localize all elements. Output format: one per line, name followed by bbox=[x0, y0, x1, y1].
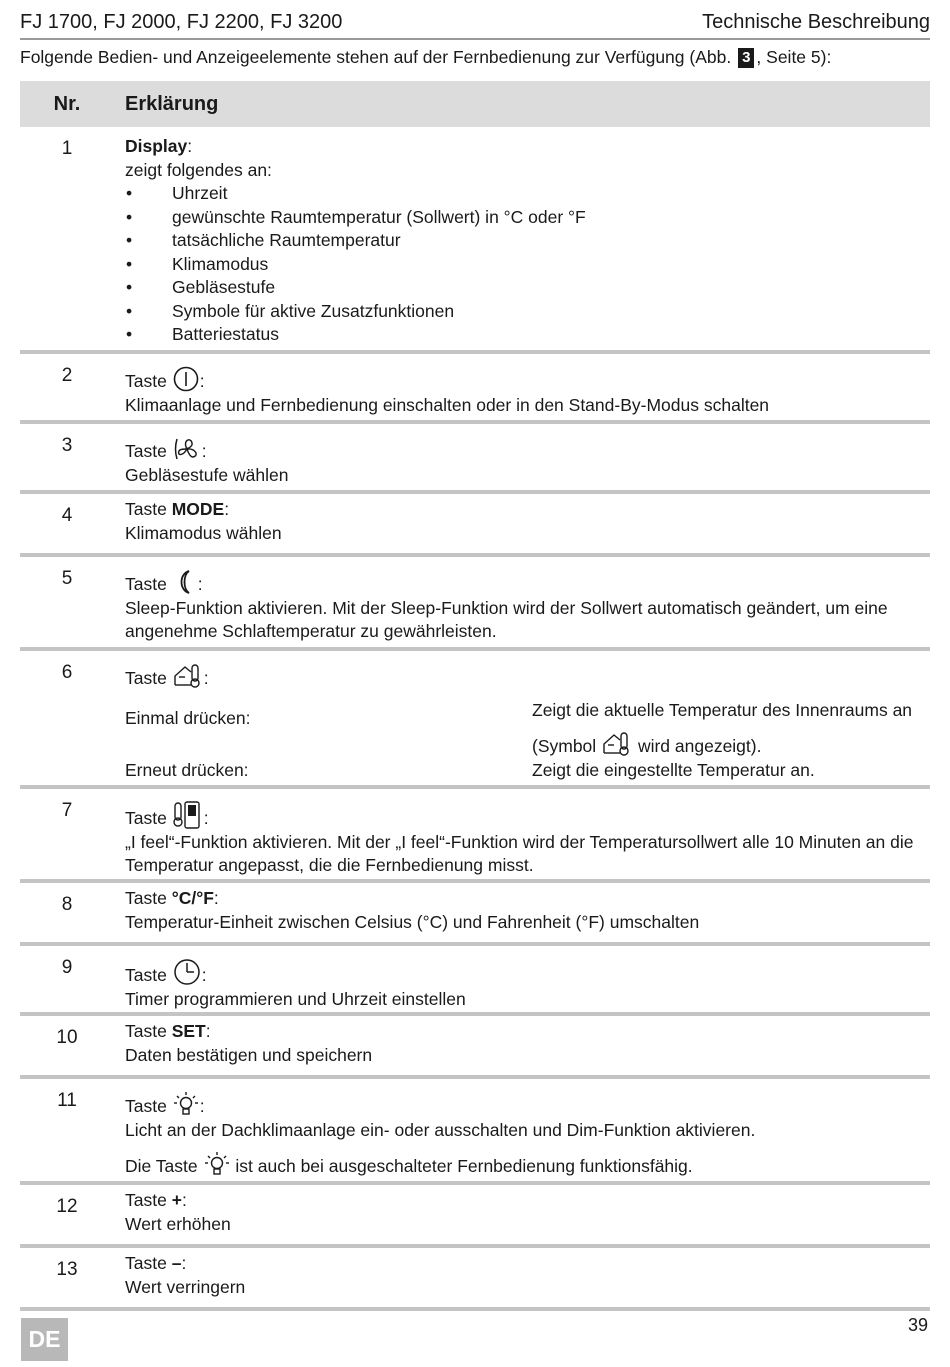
colon: : bbox=[205, 1021, 211, 1041]
table-row bbox=[20, 651, 930, 789]
colon: : bbox=[197, 574, 203, 594]
colon: : bbox=[224, 499, 230, 519]
key-mode: MODE bbox=[171, 499, 225, 519]
remote-thermometer-icon bbox=[173, 801, 203, 829]
row-number: 5 bbox=[61, 568, 73, 589]
clock-icon bbox=[173, 958, 201, 986]
page-number: 39 bbox=[907, 1315, 928, 1335]
colon: : bbox=[199, 371, 205, 391]
page-header bbox=[20, 8, 930, 40]
moon-icon bbox=[173, 569, 197, 595]
key-set: SET bbox=[171, 1021, 206, 1041]
row-title: Display bbox=[125, 136, 188, 156]
row-number: 12 bbox=[56, 1196, 78, 1217]
light-bulb-icon bbox=[204, 1151, 230, 1177]
row-number: 13 bbox=[56, 1259, 78, 1280]
symbol-post: wird angezeigt). bbox=[637, 736, 762, 756]
taste-label: Taste bbox=[125, 499, 167, 519]
row-description: Wert erhöhen bbox=[125, 1213, 231, 1234]
row-number: 2 bbox=[61, 365, 73, 386]
colon: : bbox=[181, 1190, 187, 1210]
taste-label: Taste bbox=[125, 1021, 167, 1041]
key-minus: – bbox=[171, 1253, 182, 1273]
room-thermometer-icon bbox=[602, 731, 632, 757]
table-row bbox=[20, 789, 930, 883]
controls-table bbox=[20, 81, 930, 1311]
row-number: 4 bbox=[61, 505, 73, 526]
table-row bbox=[20, 883, 930, 946]
table-header bbox=[20, 81, 930, 127]
colon: : bbox=[203, 668, 209, 688]
row-description: Klimaanlage und Fernbedienung einschalten oder in den Stand-By-Modus schalten bbox=[125, 394, 770, 415]
section-title: Technische Beschreibung bbox=[702, 11, 930, 33]
row-line: zeigt folgendes an: bbox=[125, 159, 272, 180]
display-list bbox=[125, 182, 930, 347]
row-number: 10 bbox=[56, 1027, 78, 1048]
table-row bbox=[20, 424, 930, 494]
header-nr: Nr. bbox=[53, 92, 81, 115]
row-description: Timer programmieren und Uhrzeit einstellen bbox=[125, 988, 466, 1009]
table-row bbox=[20, 1016, 930, 1079]
row-description: Licht an der Dachklimaanlage ein- oder ausschalten und Dim-Funktion aktivieren. bbox=[125, 1119, 756, 1140]
row-description: Daten bestätigen und speichern bbox=[125, 1044, 373, 1065]
row-number: 8 bbox=[61, 894, 73, 915]
table-row bbox=[20, 1079, 930, 1185]
row-description: „I feel“-Funktion aktivieren. Mit der „I feel“-Funktion wird der Temperatursollwert alle 10 Minuten an die Temperatur angepasst, die die Fernbedienung misst. bbox=[125, 831, 914, 875]
table-row bbox=[20, 557, 930, 651]
list-item: • gewünschte Raumtemperatur (Sollwert) in °C oder °F bbox=[125, 206, 930, 230]
row-number: 3 bbox=[61, 435, 73, 456]
fan-icon bbox=[173, 436, 201, 462]
symbol-pre: (Symbol bbox=[532, 736, 597, 756]
intro-before: Folgende Bedien- und Anzeigeelemente stehen auf der Fernbedienung zur Verfügung (Abb. bbox=[20, 47, 732, 67]
power-icon bbox=[173, 366, 199, 392]
room-thermometer-icon bbox=[173, 663, 203, 689]
taste-label: Taste bbox=[125, 1096, 167, 1116]
taste-label: Taste bbox=[125, 1190, 167, 1210]
table-row bbox=[20, 494, 930, 557]
note-pre: Die Taste bbox=[125, 1156, 198, 1176]
colon: : bbox=[213, 888, 219, 908]
list-item: • Uhrzeit bbox=[125, 182, 930, 206]
press-again-label: Erneut drücken: bbox=[125, 759, 249, 780]
language-badge: DE bbox=[21, 1318, 68, 1361]
taste-label: Taste bbox=[125, 1253, 167, 1273]
colon: : bbox=[199, 1096, 205, 1116]
press-once-label: Einmal drücken: bbox=[125, 707, 251, 728]
table-row bbox=[20, 1248, 930, 1311]
press-once-description: Zeigt die aktuelle Temperatur des Innenraums an bbox=[532, 699, 913, 720]
taste-label: Taste bbox=[125, 808, 167, 828]
light-bulb-icon bbox=[173, 1091, 199, 1117]
header-description: Erklärung bbox=[125, 92, 219, 115]
list-item: • Gebläsestufe bbox=[125, 276, 930, 300]
figure-badge: 3 bbox=[738, 48, 754, 68]
colon: : bbox=[201, 965, 207, 985]
row-number: 6 bbox=[61, 662, 73, 683]
intro-after: , Seite 5): bbox=[756, 47, 832, 67]
row-number: 1 bbox=[61, 138, 73, 159]
note-post: ist auch bei ausgeschalteter Fernbedienung funktionsfähig. bbox=[235, 1156, 693, 1176]
row-description: Sleep-Funktion aktivieren. Mit der Sleep-Funktion wird der Sollwert automatisch geändert, um eine angenehme Schlaftemperatur zu gewährleisten. bbox=[125, 597, 888, 641]
intro-text bbox=[20, 44, 935, 70]
row-number: 11 bbox=[57, 1090, 77, 1111]
key-unit: °C/°F bbox=[171, 888, 214, 908]
colon: : bbox=[181, 1253, 187, 1273]
colon: : bbox=[203, 808, 209, 828]
row-description: Gebläsestufe wählen bbox=[125, 464, 289, 485]
list-item: • Batteriestatus bbox=[125, 323, 930, 347]
table-row bbox=[20, 1185, 930, 1248]
key-plus: + bbox=[171, 1190, 182, 1210]
taste-label: Taste bbox=[125, 574, 167, 594]
list-item: • tatsächliche Raumtemperatur bbox=[125, 229, 930, 253]
row-description: Wert verringern bbox=[125, 1276, 246, 1297]
row-number: 9 bbox=[61, 957, 73, 978]
row-description: Temperatur-Einheit zwischen Celsius (°C) und Fahrenheit (°F) umschalten bbox=[125, 911, 700, 932]
list-item: • Symbole für aktive Zusatzfunktionen bbox=[125, 300, 930, 324]
table-row bbox=[20, 127, 930, 354]
taste-label: Taste bbox=[125, 668, 167, 688]
list-item: • Klimamodus bbox=[125, 253, 930, 277]
row-number: 7 bbox=[61, 800, 73, 821]
taste-label: Taste bbox=[125, 888, 167, 908]
taste-label: Taste bbox=[125, 441, 167, 461]
model-names: FJ 1700, FJ 2000, FJ 2200, FJ 3200 bbox=[20, 11, 343, 33]
table-row bbox=[20, 354, 930, 424]
press-again-description: Zeigt die eingestellte Temperatur an. bbox=[532, 759, 815, 780]
table-row bbox=[20, 946, 930, 1016]
taste-label: Taste bbox=[125, 965, 167, 985]
row-description: Klimamodus wählen bbox=[125, 522, 282, 543]
colon: : bbox=[187, 136, 193, 156]
colon: : bbox=[201, 441, 207, 461]
taste-label: Taste bbox=[125, 371, 167, 391]
